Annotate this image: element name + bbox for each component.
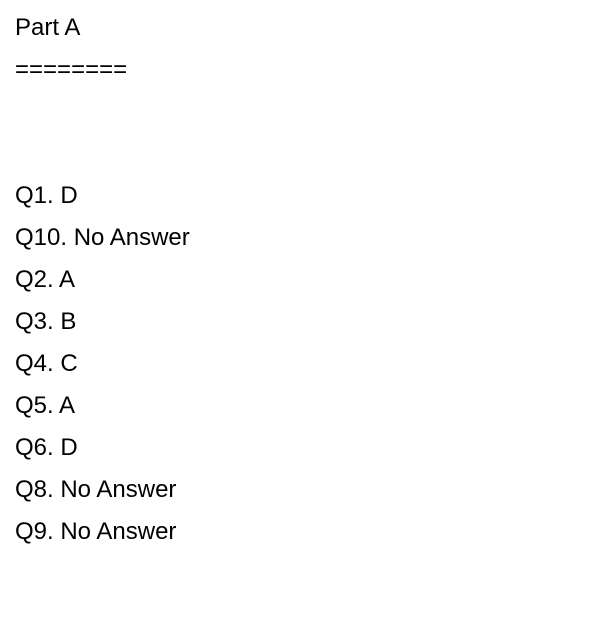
answer-line: Q8. No Answer bbox=[15, 476, 177, 503]
answer-line: Q3. B bbox=[15, 308, 77, 335]
answer-line: Q5. A bbox=[15, 392, 76, 419]
answer-line: Q6. D bbox=[15, 434, 78, 461]
part-heading: Part A bbox=[15, 14, 81, 41]
answer-list bbox=[15, 175, 190, 553]
answer-line: Q10. No Answer bbox=[15, 224, 190, 251]
answer-line: Q1. D bbox=[15, 182, 78, 209]
heading-separator: ======== bbox=[15, 56, 128, 83]
answer-line: Q9. No Answer bbox=[15, 518, 177, 545]
answer-line: Q4. C bbox=[15, 350, 78, 377]
answer-line: Q2. A bbox=[15, 266, 76, 293]
